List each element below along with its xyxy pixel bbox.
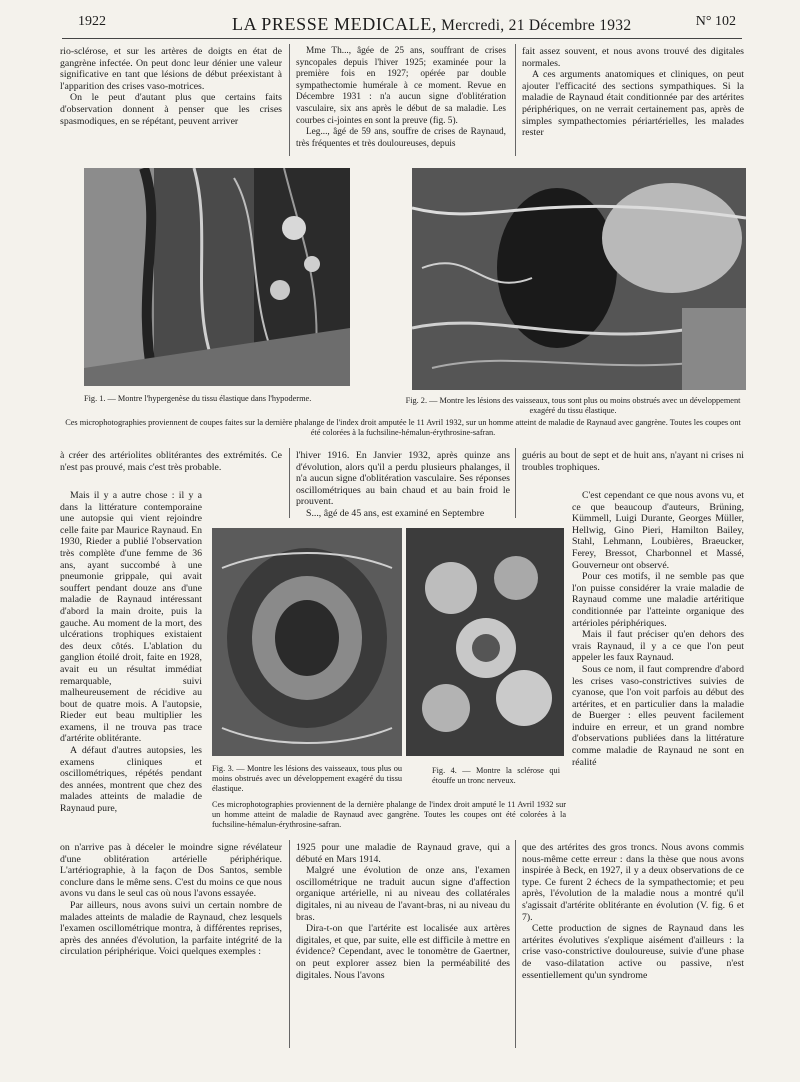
paragraph: rio-sclérose, et sur les artères de doigts en état de gangrène infectée. On peut donc leur dénier une valeur significative en tant que lésions de début préexistant à l'apparition des crises vaso-motrices. (60, 46, 282, 92)
paragraph: A ces arguments anatomiques et cliniques, on peut ajouter l'efficacité des sections sympathiques. Si la maladie de Raynaud était conditionnée par des artérites périphériques, on ne verrait certainement pas, après de simples sympathectomies périartérielles, les malades rester (522, 69, 744, 139)
paragraph: 1925 pour une maladie de Raynaud grave, qui a débuté en Mars 1914. (296, 842, 510, 865)
micrograph-image (412, 168, 746, 390)
micrograph-image (84, 168, 350, 386)
paragraph: fait assez souvent, et nous avons trouvé des digitales normales. (522, 46, 744, 69)
paragraph: Pour ces motifs, il ne semble pas que l'on puisse considérer la vraie maladie de Raynaud comme une maladie artéritique conditionnée par l'atteinte organique des artérioles périphériques. (572, 571, 744, 629)
bottom-column-1 (60, 842, 282, 958)
paragraph: à créer des artériolites oblitérantes des extrémités. Ce n'est pas prouvé, mais c'est très probable. (60, 450, 282, 473)
paragraph: Mme Th..., âgée de 25 ans, souffrant de crises syncopales depuis l'hiver 1925; examinée pour la première fois en 1927; opérée par double sympathectomie humérale à ce moment. Revue en Décembre 1931 : n'a aucun signe d'oblitération vasculaire, six ans après le début de sa maladie. Les courbes ci-jointes en sont la preuve (fig. 5). (296, 46, 506, 126)
column-rule (515, 840, 516, 1048)
paragraph: A défaut d'autres autopsies, les examens cliniques et oscillométriques, répétés pendant des années, montrent que chez des malades atteints de maladie de Raynaud pure, (60, 745, 202, 815)
paragraph: on n'arrive pas à déceler le moindre signe révélateur d'une oblitération artérielle périphérique. L'artériographie, à la façon de Dos Santos, semble conclure dans le même sens. C'est du moins ce que nous avons vu dans le seul cas où nous l'avons essayée. (60, 842, 282, 900)
figure-1-photo (84, 168, 350, 386)
middle-figures-common-caption: Ces microphotographies proviennent de la dernière phalange de l'index droit amputé le 11 Avril 1932 sur un homme atteint de maladie de Raynaud avec gangrène. Toutes les coupes ont été colorées à la fuchsiline-hémalun-érythrosine-safran. (212, 800, 566, 829)
column-rule (515, 44, 516, 156)
header-rule (62, 38, 742, 39)
paragraph: Par ailleurs, nous avons suivi un certain nombre de malades atteints de maladie de Raynaud, chez lesquels l'examen oscillométrique montra, à différentes reprises, après des années d'évolution, la parfaite intégrité de la circulation périphérique. Voici quelques exemples : (60, 899, 282, 958)
column-rule (289, 44, 290, 156)
journal-title (232, 14, 631, 40)
paragraph: Sous ce nom, il faut comprendre d'abord les crises vaso-constrictives suivies de cyanose, que l'on voit parfois au début des artérites, et en particulier dans la maladie de Buerger : elles peuvent facilement induire en erreur, et un grand nombre d'observations publiées dans la littérature comme maladie de Raynaud ne sont en réalité (572, 663, 744, 768)
paragraph: Leg..., âgé de 59 ans, souffre de crises de Raynaud, très fréquentes et très douloureuses, depuis (296, 127, 506, 149)
paragraph: Cette production de signes de Raynaud dans les artérites évolutives s'explique aisément d'ailleurs : la crise vaso-constrictive douloureuse, suivie d'une phase de vaso-dilatation active ou passive, n'est essentiellement qu'un syndrome (522, 923, 744, 981)
paragraph: Malgré une évolution de onze ans, l'examen oscillométrique ne traduit aucun signe d'affection organique artérielle, ni au niveau des collatérales digitales, ni au niveau de l'avant-bras, ni au niveau du bras. (296, 865, 510, 923)
middle-left-column (60, 490, 202, 815)
paragraph: l'hiver 1916. En Janvier 1932, après quinze ans d'évolution, alors qu'il a perdu plusieurs phalanges, il n'a aucun signe d'oblitération vasculaire. Ses réponses oscillométriques au bain chaud et au bain froid le prouvent. (296, 450, 510, 508)
figure-3-photo (212, 528, 402, 756)
paragraph: On le peut d'autant plus que certains faits d'observation donnent à penser que les crises spasmodiques, en se répétant, peuvent arriver (60, 92, 282, 127)
top-column-2 (296, 46, 506, 150)
page-number: 1922 (78, 14, 106, 29)
issue-number: N° 102 (695, 14, 736, 29)
middle-left-top (60, 450, 282, 473)
middle-right-top (522, 450, 744, 473)
paragraph: guéris au bout de sept et de huit ans, n'ayant ni crises ni troubles trophiques. (522, 450, 744, 473)
figure-2-photo (412, 168, 746, 390)
paragraph: que des artérites des gros troncs. Nous avons commis nous-même cette erreur : dans la thèse que nous avons inspirée à Beck, en 1927, il y a deux observations de ce type. Ce furent 2 échecs de la sympathectomie; et peu après, l'évolution de la maladie nous a montré qu'il s'agissait d'artérite oblitérante en évolution (V. fig. 6 et 7). (522, 842, 744, 923)
micrograph-image (212, 528, 402, 756)
paragraph: C'est cependant ce que nous avons vu, et ce que beaucoup d'auteurs, Brüning, Kümmell, Luigi Durante, Georges Müller, Hellwig, Gino Pieri, Hamilton Bailey, Stahl, Lehmann, Loubières, Braeucker, Ferey, Bressot, Charbonnel et Massé, Gouverneur ont observé. (572, 490, 744, 571)
paragraph: Mais il faut préciser qu'en dehors des vrais Raynaud, il y a ce que l'on peut appeler les faux Raynaud. (572, 629, 744, 664)
figure-4-caption: Fig. 4. — Montre la sclérose qui étouffe un tronc nerveux. (432, 766, 560, 785)
issue-date: Mercredi, 21 Décembre 1932 (441, 17, 632, 34)
column-rule (515, 448, 516, 518)
middle-right-column (572, 490, 744, 768)
figure-4-photo (406, 528, 564, 756)
figure-1-caption: Fig. 1. — Montre l'hypergenèse du tissu élastique dans l'hypoderme. (84, 394, 312, 403)
bottom-column-3 (522, 842, 744, 981)
top-column-3 (522, 46, 744, 139)
bottom-column-2 (296, 842, 510, 981)
column-rule (289, 448, 290, 518)
top-figures-common-caption: Ces microphotographies proviennent de coupes faites sur la dernière phalange de l'index droit amputée le 11 Avril 1932, sur un homme atteint de maladie de Raynaud avec gangrène. Toutes les coupes ont été colorées à la fuchsiline-hémalun-érythrosine-safran. (65, 418, 741, 437)
micrograph-image (406, 528, 564, 756)
figure-2-caption: Fig. 2. — Montre les lésions des vaisseaux, tous sont plus ou moins obstrués avec un développement exagéré du tissu élastique. (405, 396, 741, 415)
middle-center-top (296, 450, 510, 520)
top-column-1 (60, 46, 282, 127)
paragraph: Dira-t-on que l'artérite est localisée aux artères digitales, et que, par suite, elle est difficile à mettre en évidence? Cependant, avec le tonomètre de Gaertner, on peut explorer assez bien la perméabilité des digitales. Nous l'avons (296, 923, 510, 981)
column-rule (289, 840, 290, 1048)
journal-name: LA PRESSE MEDICALE, (232, 14, 437, 34)
paragraph: S..., âgé de 45 ans, est examiné en Septembre (306, 507, 485, 519)
paragraph: Mais il y a autre chose : il y a dans la littérature contemporaine une autopsie qui vient rejoindre celle faite par Maurice Raynaud. En 1930, Rieder a publié l'observation très complète d'une femme de 36 ans, ayant succombé à une pneumonie grippale, qui avait souffert pendant douze ans d'une maladie de Raynaud intéressant d'abord la main droite, puis la gauche. Au moment de la mort, des ulcérations trophiques existaient des deux côtés. L'ablation du ganglion étoilé droit, faite en 1928, avait eu un résultat immédiat remarquable, suivi malheureusement de récidive au bout de quatre mois. A l'autopsie, Rieder eut beau multiplier les examens, il ne trouva pas trace d'artérite oblitérante. (60, 490, 202, 745)
figure-3-caption: Fig. 3. — Montre les lésions des vaisseaux, tous plus ou moins obstrués avec un développement exagéré du tissu élastique. (212, 764, 402, 793)
